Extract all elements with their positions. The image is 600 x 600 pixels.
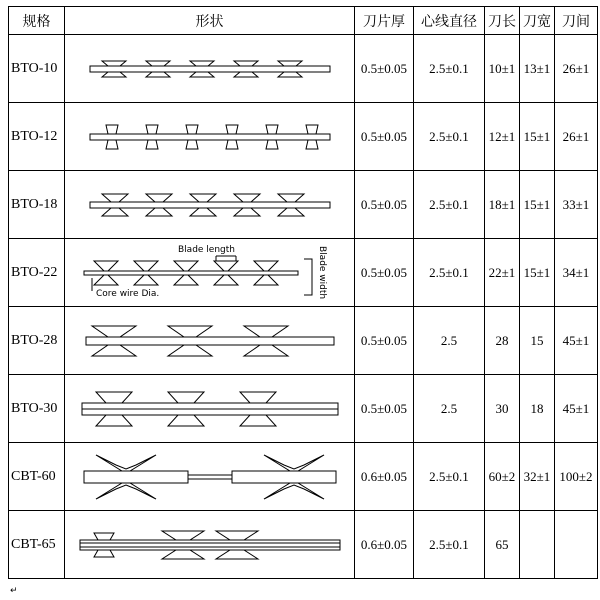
shape-cell (65, 375, 355, 443)
blade-length-cell: 10±1 (485, 35, 520, 103)
blade-length-cell: 22±1 (485, 239, 520, 307)
core-diameter-cell: 2.5±0.1 (414, 171, 485, 239)
blade-thickness-cell: 0.5±0.05 (355, 239, 414, 307)
blade-thickness-cell: 0.5±0.05 (355, 307, 414, 375)
blade-drawing-bto-28 (70, 311, 350, 371)
shape-cell (65, 171, 355, 239)
blade-thickness-cell: 0.5±0.05 (355, 103, 414, 171)
core-diameter-cell: 2.5 (414, 307, 485, 375)
model-cell: BTO-18 (9, 171, 65, 239)
paragraph-return-icon: ↵ (10, 586, 18, 596)
blade-drawing-cbt-65 (70, 515, 350, 575)
blade-spacing-cell: 26±1 (555, 103, 598, 171)
header-shape: 形状 (65, 7, 355, 35)
blade-drawing-bto-12 (70, 107, 350, 167)
header-core-wire-diameter: 心线直径 (414, 7, 485, 35)
blade-thickness-cell: 0.5±0.05 (355, 171, 414, 239)
header-blade-width: 刀宽 (520, 7, 555, 35)
blade-width-cell: 18 (520, 375, 555, 443)
blade-thickness-cell: 0.6±0.05 (355, 443, 414, 511)
blade-width-cell: 13±1 (520, 35, 555, 103)
blade-width-cell (520, 511, 555, 579)
core-diameter-cell: 2.5 (414, 375, 485, 443)
blade-length-cell: 60±2 (485, 443, 520, 511)
blade-spacing-cell: 33±1 (555, 171, 598, 239)
core-diameter-cell: 2.5±0.1 (414, 443, 485, 511)
shape-cell (65, 35, 355, 103)
table-row (9, 239, 598, 307)
blade-width-cell: 15 (520, 307, 555, 375)
core-diameter-cell: 2.5±0.1 (414, 103, 485, 171)
shape-cell (65, 239, 355, 307)
table-row (9, 307, 598, 375)
blade-width-label: Blade width (316, 245, 327, 299)
table-row (9, 375, 598, 443)
blade-spacing-cell: 26±1 (555, 35, 598, 103)
header-blade-spacing: 刀间 (555, 7, 598, 35)
core-diameter-cell: 2.5±0.1 (414, 239, 485, 307)
header-row (9, 7, 598, 35)
blade-thickness-cell: 0.5±0.05 (355, 375, 414, 443)
shape-cell (65, 443, 355, 511)
blade-length-cell: 65 (485, 511, 520, 579)
blade-length-cell: 12±1 (485, 103, 520, 171)
table-row (9, 443, 598, 511)
blade-spacing-cell: 100±2 (555, 443, 598, 511)
core-diameter-cell: 2.5±0.1 (414, 35, 485, 103)
shape-cell (65, 103, 355, 171)
model-cell: BTO-30 (9, 375, 65, 443)
blade-thickness-cell: 0.5±0.05 (355, 35, 414, 103)
blade-length-cell: 18±1 (485, 171, 520, 239)
shape-cell (65, 511, 355, 579)
header-model: 规格 (9, 7, 65, 35)
blade-drawing-bto-30 (70, 379, 350, 439)
table-row (9, 103, 598, 171)
blade-length-cell: 28 (485, 307, 520, 375)
model-cell: BTO-28 (9, 307, 65, 375)
model-cell: CBT-60 (9, 443, 65, 511)
model-cell: BTO-10 (9, 35, 65, 103)
blade-width-cell: 32±1 (520, 443, 555, 511)
blade-drawing-bto-10 (70, 39, 350, 99)
blade-spacing-cell (555, 511, 598, 579)
shape-cell (65, 307, 355, 375)
blade-drawing-bto-22 (70, 240, 350, 306)
core-wire-label: Core wire Dia. (95, 288, 159, 299)
model-cell: BTO-22 (9, 239, 65, 307)
blade-length-cell: 30 (485, 375, 520, 443)
blade-thickness-cell: 0.6±0.05 (355, 511, 414, 579)
blade-spacing-cell: 34±1 (555, 239, 598, 307)
table-row (9, 35, 598, 103)
model-cell: CBT-65 (9, 511, 65, 579)
model-cell: BTO-12 (9, 103, 65, 171)
blade-width-cell: 15±1 (520, 239, 555, 307)
blade-spacing-cell: 45±1 (555, 375, 598, 443)
blade-spacing-cell: 45±1 (555, 307, 598, 375)
specification-table (8, 6, 598, 579)
header-blade-length: 刀长 (485, 7, 520, 35)
blade-drawing-cbt-60 (70, 447, 350, 507)
blade-length-label: Blade length (177, 244, 235, 255)
header-blade-thickness: 刀片厚 (355, 7, 414, 35)
core-diameter-cell: 2.5±0.1 (414, 511, 485, 579)
blade-drawing-bto-18 (70, 175, 350, 235)
table-row (9, 511, 598, 579)
blade-width-cell: 15±1 (520, 171, 555, 239)
table-row (9, 171, 598, 239)
blade-width-cell: 15±1 (520, 103, 555, 171)
